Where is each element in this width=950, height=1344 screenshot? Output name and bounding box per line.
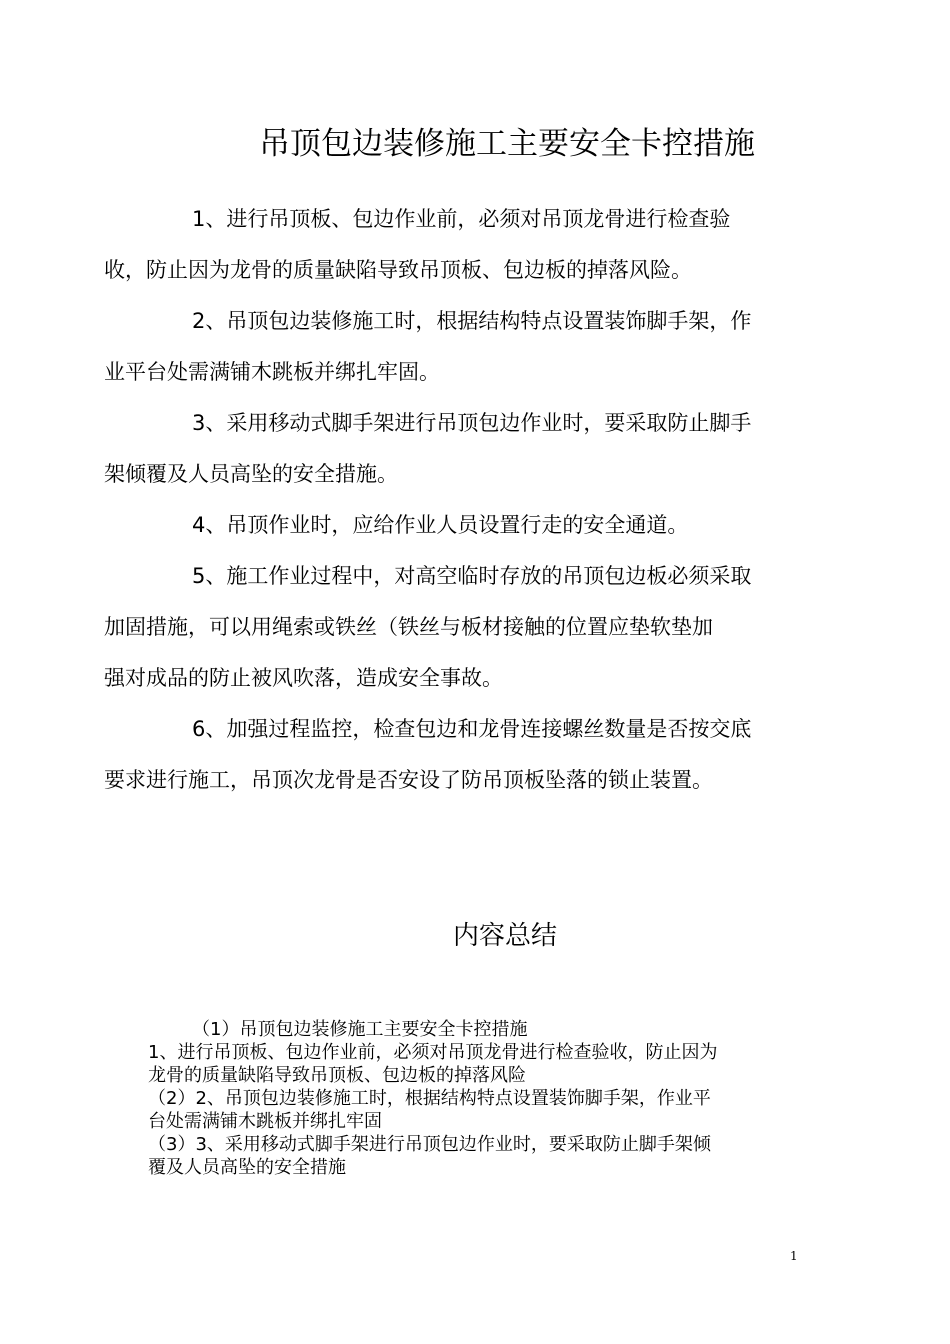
summary-line-4: （2）2、吊顶包边装修施工时，根据结构特点设置装饰脚手架，作业平 <box>148 1088 711 1109</box>
paragraph-5 <box>104 551 808 704</box>
summary-line-3: 龙骨的质量缺陷导致吊顶板、包边板的掉落风险 <box>148 1065 526 1086</box>
paragraph-1-line-1: 1、进行吊顶板、包边作业前，必须对吊顶龙骨进行检查验 <box>192 207 731 231</box>
paragraph-1 <box>104 194 808 296</box>
summary-line-5: 台处需满铺木跳板并绑扎牢固 <box>148 1111 382 1132</box>
paragraph-3 <box>104 398 808 500</box>
paragraph-5-line-3: 强对成品的防止被风吹落，造成安全事故。 <box>104 666 503 690</box>
paragraph-4-line-1: 4、吊顶作业时，应给作业人员设置行走的安全通道。 <box>192 513 689 537</box>
summary-line-6: （3）3、采用移动式脚手架进行吊顶包边作业时，要采取防止脚手架倾 <box>148 1134 711 1155</box>
paragraph-3-line-2: 架倾覆及人员高坠的安全措施。 <box>104 462 398 486</box>
paragraph-2-line-2: 业平台处需满铺木跳板并绑扎牢固。 <box>104 360 440 384</box>
paragraph-1-line-2: 收，防止因为龙骨的质量缺陷导致吊顶板、包边板的掉落风险。 <box>104 258 692 282</box>
summary-line-1: （1）吊顶包边装修施工主要安全卡控措施 <box>192 1019 528 1040</box>
document-title: 吊顶包边装修施工主要安全卡控措施 <box>259 126 755 162</box>
summary-line-7: 覆及人员高坠的安全措施 <box>148 1157 346 1178</box>
paragraph-2 <box>104 296 808 398</box>
paragraph-6-line-1: 6、加强过程监控，检查包边和龙骨连接螺丝数量是否按交底 <box>192 717 752 741</box>
summary-heading: 内容总结 <box>452 921 557 951</box>
summary-line-2: 1、进行吊顶板、包边作业前，必须对吊顶龙骨进行检查验收，防止因为 <box>148 1042 718 1063</box>
paragraph-5-line-1: 5、施工作业过程中，对高空临时存放的吊顶包边板必须采取 <box>192 564 752 588</box>
paragraph-5-line-2: 加固措施，可以用绳索或铁丝（铁丝与板材接触的位置应垫软垫加 <box>104 615 713 639</box>
page-number: 1 <box>790 1249 798 1263</box>
paragraph-2-line-1: 2、吊顶包边装修施工时，根据结构特点设置装饰脚手架，作 <box>192 309 752 333</box>
paragraph-3-line-1: 3、采用移动式脚手架进行吊顶包边作业时，要采取防止脚手 <box>192 411 752 435</box>
paragraph-4 <box>148 500 808 551</box>
paragraph-6-line-2: 要求进行施工，吊顶次龙骨是否安设了防吊顶板坠落的锁止装置。 <box>104 768 713 792</box>
paragraph-6 <box>104 704 808 806</box>
document-body <box>104 194 808 806</box>
summary-block <box>148 1018 808 1179</box>
